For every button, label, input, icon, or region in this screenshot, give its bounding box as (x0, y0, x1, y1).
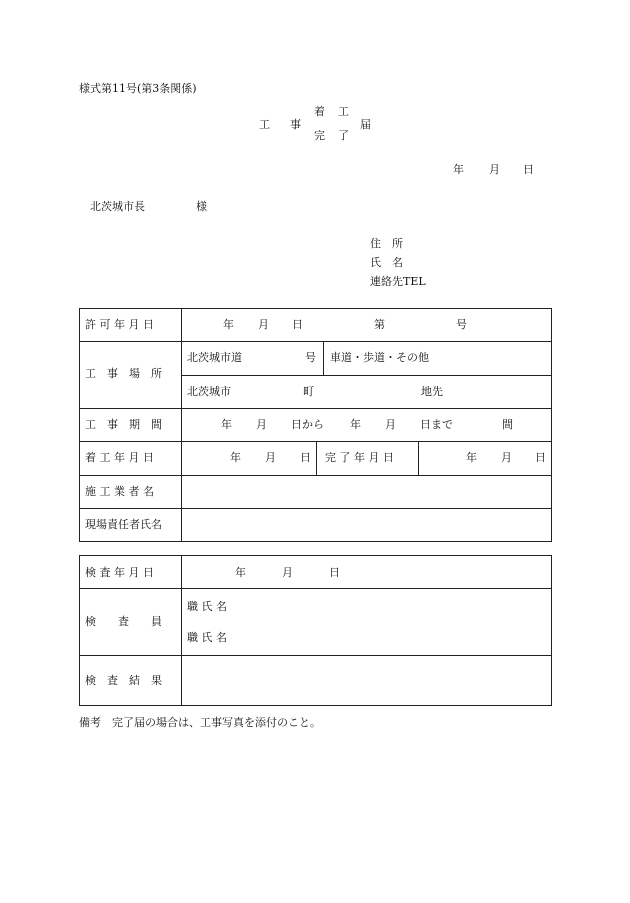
row-divider (79, 475, 552, 476)
title-ji: 事 (290, 118, 301, 131)
city: 北茨城市 (187, 385, 231, 398)
row-divider (79, 508, 552, 509)
start-day: 日 (300, 451, 311, 464)
end-month: 月 (501, 451, 512, 464)
inspection-date-label: 検 査 年 月 日 (85, 566, 154, 579)
contractor-label: 施 工 業 者 名 (85, 485, 154, 498)
town: 町 (303, 385, 314, 398)
period-to-day: 日まで (420, 418, 453, 431)
applicant-contact-label: 連絡先TEL (370, 275, 426, 288)
result-label: 検 査 結 果 (85, 674, 162, 687)
title-kan: 完 (314, 129, 325, 142)
period-from-year: 年 (221, 418, 232, 431)
title-name-2: 職 氏 名 (187, 631, 227, 644)
road-no: 号 (305, 351, 316, 364)
date-year: 年 (453, 163, 464, 176)
title-kou: 工 (338, 105, 349, 118)
form-number: 様式第11号(第3条関係) (79, 82, 197, 95)
inspector-label: 検 査 員 (85, 615, 162, 628)
applicant-address-label: 住 所 (370, 237, 403, 250)
note: 備考 完了届の場合は、工事写真を添付のこと。 (79, 716, 321, 729)
date-month: 月 (489, 163, 500, 176)
start-month: 月 (265, 451, 276, 464)
title-name-1: 職 氏 名 (187, 600, 227, 613)
title-chaku: 着 (314, 105, 325, 118)
row-divider (79, 408, 552, 409)
location-label: 工 事 場 所 (85, 367, 162, 380)
permit-date-label: 許 可 年 月 日 (85, 318, 154, 331)
addressee-sama: 様 (196, 200, 207, 213)
period-days: 間 (502, 418, 513, 431)
insp-month: 月 (282, 566, 293, 579)
row-divider (79, 588, 552, 589)
permit-date-year: 年 (223, 318, 234, 331)
period-to-year: 年 (350, 418, 361, 431)
insp-year: 年 (235, 566, 246, 579)
col-divider (181, 555, 182, 706)
col-divider (418, 441, 419, 475)
permit-no-prefix: 第 (374, 318, 385, 331)
end-year: 年 (466, 451, 477, 464)
road-type: 車道・歩道・その他 (330, 351, 429, 364)
road-name: 北茨城市道 (187, 351, 242, 364)
col-divider (316, 441, 317, 475)
date-day: 日 (523, 163, 534, 176)
row-divider (79, 655, 552, 656)
insp-day: 日 (329, 566, 340, 579)
permit-date-month: 月 (258, 318, 269, 331)
end-day: 日 (535, 451, 546, 464)
permit-no-suffix: 号 (456, 318, 467, 331)
permit-date-day: 日 (292, 318, 303, 331)
start-date-label: 着 工 年 月 日 (85, 451, 154, 464)
col-divider (323, 341, 324, 375)
site-manager-label: 現場責任者氏名 (85, 518, 162, 531)
title-todoke: 届 (360, 118, 371, 131)
col-divider (181, 308, 182, 542)
row-divider (181, 375, 552, 376)
period-to-month: 月 (385, 418, 396, 431)
row-divider (79, 341, 552, 342)
period-from-day: 日から (291, 418, 324, 431)
applicant-name-label: 氏 名 (370, 256, 403, 269)
end-date-label: 完 了 年 月 日 (325, 451, 394, 464)
lot: 地先 (421, 385, 443, 398)
period-from-month: 月 (256, 418, 267, 431)
start-year: 年 (230, 451, 241, 464)
title-ryo: 了 (338, 129, 349, 142)
addressee-name: 北茨城市長 (90, 200, 145, 213)
period-label: 工 事 期 間 (85, 418, 162, 431)
title-ko: 工 (259, 118, 270, 131)
